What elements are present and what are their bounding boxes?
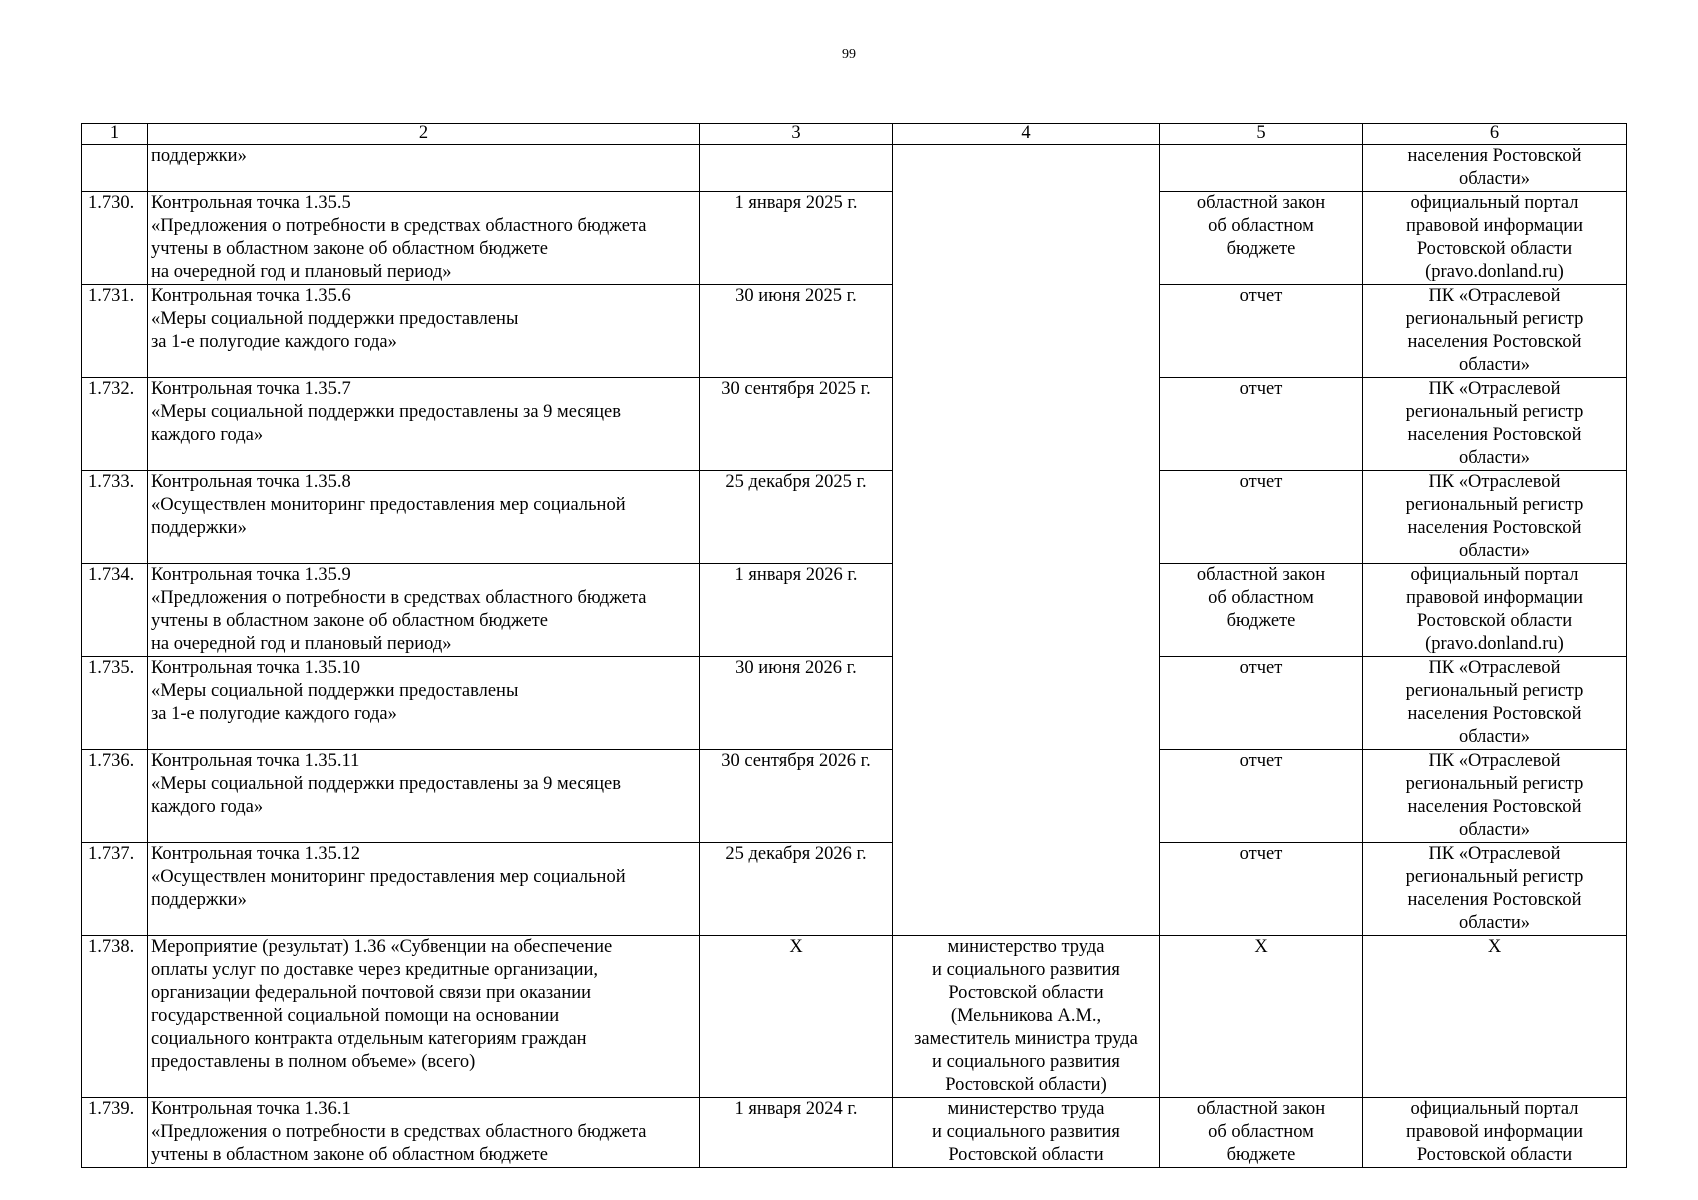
row-date: 1 января 2025 г. [700,192,893,285]
table-row [82,192,1627,285]
row-description: Контрольная точка 1.35.8 «Осуществлен мониторинг предоставления мер социальной поддержки» [148,471,700,564]
row-description: Мероприятие (результат) 1.36 «Субвенции на обеспечение оплаты услуг по доставке через кредитные организации, организации федеральной почтовой связи при оказании государственной социальной помощи на основании социального контракта отдельным категориям граждан предоставлены в полном объеме» (всего) [148,936,700,1098]
row-number: 1.734. [82,564,148,657]
row-source: официальный портал правовой информации Ростовской области (pravo.donland.ru) [1363,564,1627,657]
row-date: 30 июня 2025 г. [700,285,893,378]
row-number: 1.732. [82,378,148,471]
row-source: официальный портал правовой информации Ростовской области [1363,1098,1627,1168]
table-row [82,1098,1627,1168]
row-date: 25 декабря 2026 г. [700,843,893,936]
row-date: 30 июня 2026 г. [700,657,893,750]
row-document: отчет [1160,285,1363,378]
row-document: X [1160,936,1363,1098]
row-document: областной закон об областном бюджете [1160,1098,1363,1168]
row-document: областной закон об областном бюджете [1160,192,1363,285]
row-number: 1.736. [82,750,148,843]
table-row [82,378,1627,471]
row-number [82,145,148,192]
row-source: ПК «Отраслевой региональный регистр населения Ростовской области» [1363,657,1627,750]
table-row [82,843,1627,936]
row-description: Контрольная точка 1.35.6 «Меры социальной поддержки предоставлены за 1-е полугодие каждого года» [148,285,700,378]
header-col-1: 1 [82,124,148,145]
row-source: официальный портал правовой информации Ростовской области (pravo.donland.ru) [1363,192,1627,285]
table-row [82,471,1627,564]
row-document [1160,145,1363,192]
row-source: населения Ростовской области» [1363,145,1627,192]
row-number: 1.733. [82,471,148,564]
row-document: отчет [1160,471,1363,564]
table-row-continuation [82,145,1627,192]
row-date: 1 января 2026 г. [700,564,893,657]
row-responsible: министерство труда и социального развития Ростовской области (Мельникова А.М., заместитель министра труда и социального развития Ростовской области) [893,936,1160,1098]
row-description: Контрольная точка 1.35.12 «Осуществлен мониторинг предоставления мер социальной поддержки» [148,843,700,936]
row-source: ПК «Отраслевой региональный регистр населения Ростовской области» [1363,843,1627,936]
row-document: отчет [1160,657,1363,750]
row-date: 30 сентября 2025 г. [700,378,893,471]
row-source: X [1363,936,1627,1098]
header-col-6: 6 [1363,124,1627,145]
row-date: X [700,936,893,1098]
header-col-3: 3 [700,124,893,145]
row-document: отчет [1160,843,1363,936]
row-description: Контрольная точка 1.35.7 «Меры социальной поддержки предоставлены за 9 месяцев каждого года» [148,378,700,471]
row-number: 1.730. [82,192,148,285]
header-col-4: 4 [893,124,1160,145]
table-header-row [82,124,1627,145]
row-number: 1.739. [82,1098,148,1168]
row-number: 1.735. [82,657,148,750]
row-number: 1.731. [82,285,148,378]
row-document: областной закон об областном бюджете [1160,564,1363,657]
row-responsible: министерство труда и социального развития Ростовской области [893,1098,1160,1168]
row-description: Контрольная точка 1.35.10 «Меры социальной поддержки предоставлены за 1-е полугодие каждого года» [148,657,700,750]
table-row [82,285,1627,378]
row-description: поддержки» [148,145,700,192]
row-date: 25 декабря 2025 г. [700,471,893,564]
row-description: Контрольная точка 1.35.9 «Предложения о потребности в средствах областного бюджета учтены в областном законе об областном бюджете на очередной год и плановый период» [148,564,700,657]
header-col-5: 5 [1160,124,1363,145]
row-number: 1.738. [82,936,148,1098]
row-date: 30 сентября 2026 г. [700,750,893,843]
row-document: отчет [1160,750,1363,843]
row-source: ПК «Отраслевой региональный регистр населения Ростовской области» [1363,750,1627,843]
row-description: Контрольная точка 1.35.5 «Предложения о потребности в средствах областного бюджета учтены в областном законе об областном бюджете на очередной год и плановый период» [148,192,700,285]
page-number: 99 [842,47,856,62]
row-source: ПК «Отраслевой региональный регистр населения Ростовской области» [1363,378,1627,471]
table-row [82,657,1627,750]
row-number: 1.737. [82,843,148,936]
row-date [700,145,893,192]
control-points-table [81,123,1627,1168]
row-date: 1 января 2024 г. [700,1098,893,1168]
header-col-2: 2 [148,124,700,145]
table-row [82,750,1627,843]
table-row [82,564,1627,657]
row-responsible-merged [893,145,1160,936]
row-description: Контрольная точка 1.35.11 «Меры социальной поддержки предоставлены за 9 месяцев каждого года» [148,750,700,843]
row-document: отчет [1160,378,1363,471]
row-source: ПК «Отраслевой региональный регистр населения Ростовской области» [1363,471,1627,564]
table-row [82,936,1627,1098]
row-description: Контрольная точка 1.36.1 «Предложения о потребности в средствах областного бюджета учтены в областном законе об областном бюджете [148,1098,700,1168]
row-source: ПК «Отраслевой региональный регистр населения Ростовской области» [1363,285,1627,378]
